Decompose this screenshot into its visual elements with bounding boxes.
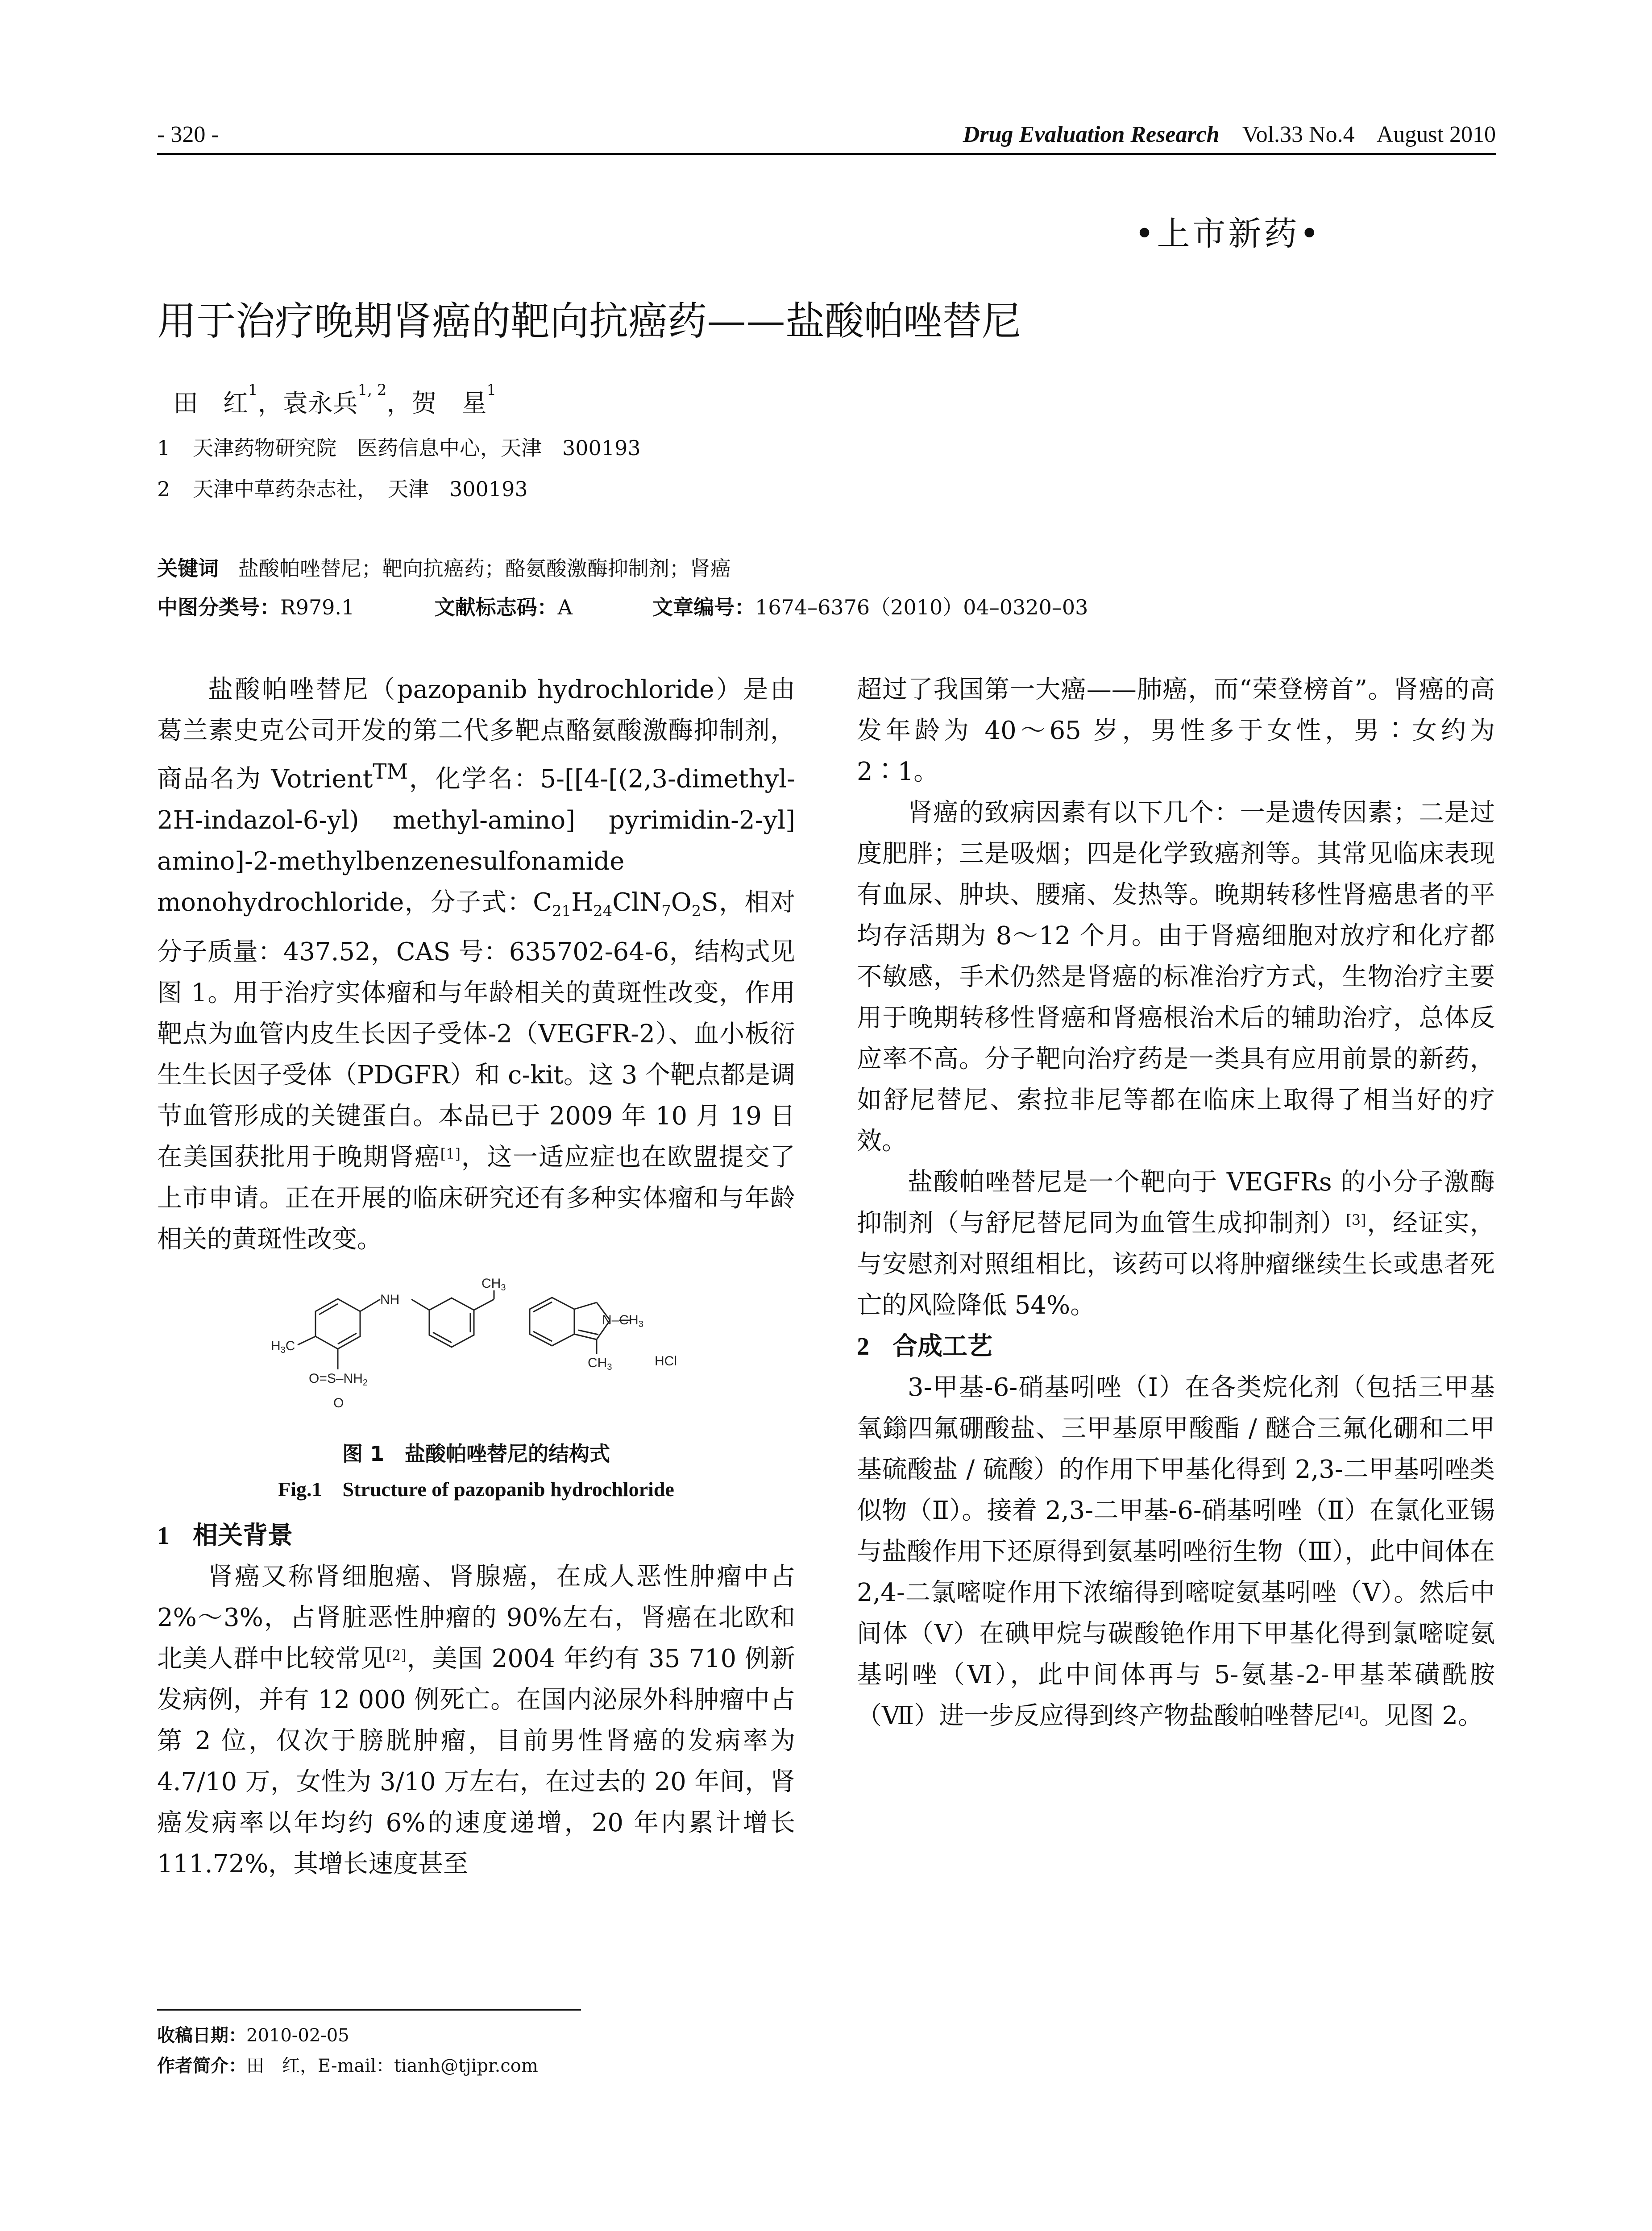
body-paragraph: 3-甲基-6-硝基吲唑（Ⅰ）在各类烷化剂（包括三甲基氧鎓四氟硼酸盐、三甲基原甲酸酯 / 醚合三氟化硼和二甲基硫酸盐 / 硫酸）的作用下甲基化得到 2,3-二甲基吲唑类似物（Ⅱ）。接着 2,3-二甲基-6-硝基吲唑（Ⅱ）在氯化亚锡与盐酸作用下还原得到氨基吲唑衍生物（Ⅲ），此中间体在 2,4-二氯嘧啶作用下浓缩得到嘧啶氨基吲唑（Ⅴ）。然后中间体（Ⅴ）在碘甲烷与碳酸铯作用下甲基化得到氯嘧啶氨基吲唑（Ⅵ），此中间体再与 5-氨基-2-甲基苯磺酰胺（Ⅶ）进一步反应得到终产物盐酸帕唑替尼[4]。见图 2。 — [857, 1373, 1495, 1730]
journal-volume: Vol.33 No.4 — [1242, 122, 1355, 147]
section-number: 2 — [857, 1333, 869, 1360]
citation: [4] — [1339, 1704, 1359, 1721]
author-line — [173, 381, 497, 419]
section-number: 1 — [157, 1522, 170, 1550]
body-paragraph: 肾癌又称肾细胞癌、肾腺癌，在成人恶性肿瘤中占 2%～3%，占肾脏恶性肿瘤的 90%左右，肾癌在北欧和北美人群中比较常见[2]，美国 2004 年约有 35 710 例新发病例，并有 12 000 例死亡。在国内泌尿外科肿瘤中占第 2 位，仅次于膀胱肿瘤，目前男性肾癌的发病率为 4.7/10 万，女性为 3/10 万左右，在过去的 20 年间，肾癌发病率以年均约 6%的速度递增，20 年内累计增长 111.72%，其增长速度甚至 — [157, 1562, 796, 1879]
affiliation-number: 1 — [157, 436, 170, 460]
body-paragraph: 盐酸帕唑替尼（pazopanib hydrochloride）是由葛兰素史克公司开发的第二代多靶点酪氨酸激酶抑制剂，商品名为 Votrient™，化学名：5-[[4-[(2,3-dimethyl-2H-indazol-6-yl) methyl-amino] pyrimidin-2-yl] amino]-2-methylbenzenesulfonamide monohydrochloride，分子式：$C_{21}H_{24}ClN_7O_2S$，相对分子质量：437.52，CAS 号：635702-64-6，结构式见图 1。用于治疗实体瘤和与年龄相关的黄斑性改变，作用靶点为血管内皮生长因子受体-2（VEGFR-2）、血小板衍生生长因子受体（PDGFR）和 c-kit。这 3 个靶点都是调节血管形成的关键蛋白。本品已于 2009 年 10 月 19 日在美国获批用于晚期肾癌[1]，这一适应症也在欧盟提交了上市申请。正在开展的临床研究还有多种实体瘤和与年龄相关的黄斑性改变。 — [157, 675, 796, 1254]
nh-label: NH — [380, 1292, 400, 1307]
section-heading — [857, 1326, 1495, 1367]
author-name: ，贺 星 — [386, 389, 487, 418]
section-heading — [157, 1515, 795, 1556]
affiliation-text: 天津中草药杂志社， 天津 300193 — [193, 477, 528, 501]
affiliation — [157, 432, 641, 461]
article-number-value: 1674–6376（2010）04–0320–03 — [755, 595, 1088, 619]
article-title: 用于治疗晚期肾癌的靶向抗癌药——盐酸帕唑替尼 — [157, 298, 1021, 344]
ch3-label: $CH_3$ — [588, 1355, 612, 1372]
clc-label: 中图分类号： — [157, 595, 280, 619]
author-name: ，袁永兵 — [257, 389, 358, 418]
author-affiliation-mark: 1 — [486, 381, 497, 399]
journal-header — [963, 121, 1496, 148]
figure-caption-en: Fig.1 Structure of pazopanib hydrochloride — [278, 1477, 674, 1501]
doc-code-value: A — [557, 595, 573, 619]
page-number: - 320 - — [157, 122, 219, 147]
author-bio-text: 田 红，E-mail：tianh@tjipr.com — [246, 2056, 538, 2076]
footnote-rule — [157, 2009, 581, 2011]
article-number-label: 文章编号： — [652, 595, 755, 619]
received-date — [157, 2021, 349, 2047]
section-title: 相关背景 — [193, 1521, 293, 1550]
left-column — [157, 669, 795, 1885]
author-affiliation-mark: 1, 2 — [357, 381, 387, 399]
received-value: 2010-02-05 — [246, 2025, 349, 2046]
sulfonamide-label: $O=S-NH_2$ — [309, 1371, 368, 1388]
figure-caption-cn: 图 1 盐酸帕唑替尼的结构式 — [342, 1441, 610, 1466]
journal-name: Drug Evaluation Research — [963, 122, 1220, 147]
n-methyl-label: $N-CH_3$ — [602, 1312, 643, 1329]
chemical-structure-figure — [226, 1278, 726, 1430]
received-label: 收稿日期： — [157, 2025, 246, 2046]
clc-value: R979.1 — [280, 595, 355, 619]
keywords-text: 盐酸帕唑替尼；靶向抗癌药；酪氨酸激酶抑制剂；肾癌 — [238, 556, 731, 581]
section-tag: •上市新药• — [1134, 215, 1322, 253]
author-bio — [157, 2052, 538, 2077]
author-affiliation-mark: 1 — [248, 381, 258, 399]
hcl-label: HCl — [655, 1353, 677, 1368]
affiliation-text: 天津药物研究院 医药信息中心，天津 300193 — [193, 436, 641, 460]
section-title: 合成工艺 — [892, 1332, 992, 1361]
right-column — [857, 669, 1495, 1737]
oxygen-label: O — [333, 1395, 344, 1410]
doc-code-label: 文献标志码： — [434, 595, 558, 619]
body-paragraph: 肾癌的致病因素有以下几个：一是遗传因素；二是过度肥胖；三是吸烟；四是化学致癌剂等。其常见临床表现有血尿、肿块、腰痛、发热等。晚期转移性肾癌患者的平均存活期为 8～12 个月。由于肾癌细胞对放疗和化疗都不敏感，手术仍然是肾癌的标准治疗方式，生物治疗主要用于晚期转移性肾癌和肾癌根治术后的辅助治疗，总体反应率不高。分子靶向治疗药是一类具有应用前景的新药，如舒尼替尼、索拉非尼等都在临床上取得了相当好的疗效。 — [857, 798, 1495, 1156]
journal-date: August 2010 — [1376, 122, 1496, 147]
author-bio-label: 作者简介： — [157, 2056, 246, 2076]
ch3-label: $CH_3$ — [481, 1277, 506, 1293]
body-paragraph: 盐酸帕唑替尼是一个靶向于 VEGFRs 的小分子激酶抑制剂（与舒尼替尼同为血管生成抑制剂）[3]，经证实，与安慰剂对照组相比，该药可以将肿瘤继续生长或患者死亡的风险降低 54%。 — [857, 1168, 1495, 1320]
keywords — [157, 552, 731, 582]
citation: [3] — [1346, 1211, 1366, 1228]
affiliation — [157, 473, 528, 502]
citation: [2] — [386, 1646, 407, 1664]
h3c-label: $H_3C$ — [271, 1338, 295, 1355]
keywords-label: 关键词 — [157, 556, 219, 581]
body-paragraph: 超过了我国第一大癌——肺癌，而“荣登榜首”。肾癌的高发年龄为 40～65 岁，男性多于女性，男∶女约为 2∶1。 — [857, 675, 1495, 786]
structure-bonds — [298, 1290, 630, 1369]
citation: [1] — [440, 1145, 461, 1162]
trademark: TM — [373, 760, 408, 784]
author-name: 田 红 — [173, 389, 248, 418]
classification-line — [157, 591, 1088, 621]
header-rule — [157, 153, 1496, 155]
affiliation-number: 2 — [157, 477, 170, 501]
